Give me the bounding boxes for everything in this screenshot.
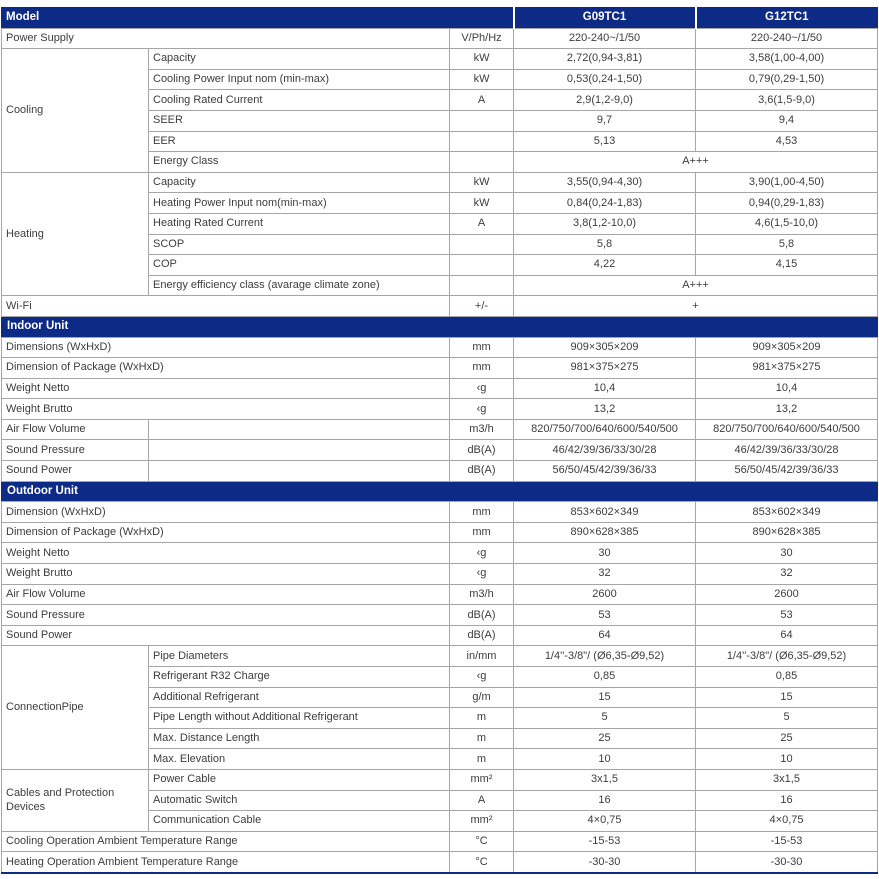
cop-value-g09tc1: 4,22	[514, 255, 696, 276]
spec-table	[1, 7, 878, 874]
indoor-sound-pressure-row	[2, 440, 878, 461]
heating-ambient-value-g12tc1: -30-30	[696, 852, 878, 873]
indoor-sound-power-label: Sound Power	[2, 461, 149, 482]
cooling-capacity-value-g12tc1: 3,58(1,00-4,00)	[696, 49, 878, 70]
indoor-sound-power-unit: dB(A)	[450, 461, 514, 482]
outdoor-sound-pressure-unit: dB(A)	[450, 605, 514, 626]
power-cable-unit: mm²	[450, 769, 514, 790]
indoor-weight-netto-row	[2, 378, 878, 399]
indoor-sound-pressure-value-g12tc1: 46/42/39/36/33/30/28	[696, 440, 878, 461]
outdoor-airflow-row	[2, 584, 878, 605]
indoor-dimensions-label: Dimensions (WxHxD)	[2, 337, 450, 358]
outdoor-sound-power-label: Sound Power	[2, 625, 450, 646]
outdoor-sound-pressure-label: Sound Pressure	[2, 605, 450, 626]
connection-pipe-group-label: ConnectionPipe	[2, 646, 149, 770]
heating-rated-current-label: Heating Rated Current	[149, 213, 450, 234]
indoor-dimensions-value-g09tc1: 909×305×209	[514, 337, 696, 358]
cooling-rated-current-unit: A	[450, 90, 514, 111]
indoor-weight-netto-value-g12tc1: 10,4	[696, 378, 878, 399]
indoor-dimensions-unit: mm	[450, 337, 514, 358]
heating-ambient-value-g09tc1: -30-30	[514, 852, 696, 873]
power-cable-value-g12tc1: 3x1,5	[696, 769, 878, 790]
max-elevation-label: Max. Elevation	[149, 749, 450, 770]
outdoor-sound-power-value-g12tc1: 64	[696, 625, 878, 646]
pipe-diameters-label: Pipe Diameters	[149, 646, 450, 667]
indoor-unit-section-label: Indoor Unit	[2, 316, 878, 337]
scop-value-g12tc1: 5,8	[696, 234, 878, 255]
additional-refrigerant-value-g09tc1: 15	[514, 687, 696, 708]
cooling-power-input-label: Cooling Power Input nom (min-max)	[149, 69, 450, 90]
heating-power-input-value-g12tc1: 0,94(0,29-1,83)	[696, 193, 878, 214]
outdoor-package-label: Dimension of Package (WxHxD)	[2, 522, 450, 543]
heating-ambient-unit: °C	[450, 852, 514, 873]
wifi-label: Wi-Fi	[2, 296, 450, 317]
outdoor-package-unit: mm	[450, 522, 514, 543]
indoor-dimensions-row	[2, 337, 878, 358]
eer-value-g09tc1: 5,13	[514, 131, 696, 152]
indoor-sound-pressure-empty-cell	[149, 440, 450, 461]
max-distance-label: Max. Distance Length	[149, 728, 450, 749]
indoor-sound-power-empty-cell	[149, 461, 450, 482]
energy-class-label: Energy Class	[149, 152, 450, 173]
outdoor-dimension-row	[2, 502, 878, 523]
indoor-package-label: Dimension of Package (WxHxD)	[2, 358, 450, 379]
indoor-dimensions-value-g12tc1: 909×305×209	[696, 337, 878, 358]
outdoor-sound-pressure-value-g09tc1: 53	[514, 605, 696, 626]
wifi-value: +	[514, 296, 878, 317]
cooling-group-label: Cooling	[2, 49, 149, 173]
indoor-package-value-g12tc1: 981×375×275	[696, 358, 878, 379]
outdoor-weight-netto-unit: ‹g	[450, 543, 514, 564]
outdoor-dimension-value-g09tc1: 853×602×349	[514, 502, 696, 523]
cooling-rated-current-value-g12tc1: 3,6(1,5-9,0)	[696, 90, 878, 111]
outdoor-weight-brutto-value-g09tc1: 32	[514, 564, 696, 585]
energy-efficiency-class-value: A+++	[514, 275, 878, 296]
model-g09tc1-header: G09TC1	[514, 8, 696, 29]
outdoor-weight-brutto-row	[2, 564, 878, 585]
communication-cable-value-g12tc1: 4×0,75	[696, 811, 878, 832]
outdoor-dimension-unit: mm	[450, 502, 514, 523]
eer-label: EER	[149, 131, 450, 152]
header-row	[2, 8, 878, 29]
power-cable-value-g09tc1: 3x1,5	[514, 769, 696, 790]
max-elevation-unit: m	[450, 749, 514, 770]
heating-power-input-value-g09tc1: 0,84(0,24-1,83)	[514, 193, 696, 214]
refrigerant-charge-label: Refrigerant R32 Charge	[149, 667, 450, 688]
energy-class-unit	[450, 152, 514, 173]
automatic-switch-label: Automatic Switch	[149, 790, 450, 811]
cop-value-g12tc1: 4,15	[696, 255, 878, 276]
power-cable-label: Power Cable	[149, 769, 450, 790]
seer-value-g09tc1: 9,7	[514, 110, 696, 131]
heating-group-label: Heating	[2, 172, 149, 296]
indoor-sound-power-value-g12tc1: 56/50/45/42/39/36/33	[696, 461, 878, 482]
model-header-label: Model	[2, 8, 514, 29]
indoor-package-row	[2, 358, 878, 379]
heating-rated-current-value-g12tc1: 4,6(1,5-10,0)	[696, 213, 878, 234]
outdoor-airflow-value-g12tc1: 2600	[696, 584, 878, 605]
outdoor-dimension-label: Dimension (WxHxD)	[2, 502, 450, 523]
max-distance-value-g12tc1: 25	[696, 728, 878, 749]
outdoor-dimension-value-g12tc1: 853×602×349	[696, 502, 878, 523]
outdoor-airflow-unit: m3/h	[450, 584, 514, 605]
outdoor-weight-brutto-unit: ‹g	[450, 564, 514, 585]
power-cable-row	[2, 769, 878, 790]
heating-capacity-value-g12tc1: 3,90(1,00-4,50)	[696, 172, 878, 193]
outdoor-weight-netto-value-g09tc1: 30	[514, 543, 696, 564]
indoor-airflow-value-g12tc1: 820/750/700/640/600/540/500	[696, 419, 878, 440]
max-elevation-value-g09tc1: 10	[514, 749, 696, 770]
automatic-switch-value-g09tc1: 16	[514, 790, 696, 811]
outdoor-unit-section-row	[2, 481, 878, 502]
indoor-airflow-empty-cell	[149, 419, 450, 440]
outdoor-unit-section-label: Outdoor Unit	[2, 481, 878, 502]
outdoor-sound-power-unit: dB(A)	[450, 625, 514, 646]
indoor-weight-brutto-unit: ‹g	[450, 399, 514, 420]
communication-cable-value-g09tc1: 4×0,75	[514, 811, 696, 832]
model-g12tc1-header: G12TC1	[696, 8, 878, 29]
indoor-weight-brutto-value-g09tc1: 13,2	[514, 399, 696, 420]
outdoor-weight-netto-row	[2, 543, 878, 564]
cooling-ambient-label: Cooling Operation Ambient Temperature Range	[2, 831, 450, 852]
indoor-sound-power-row	[2, 461, 878, 482]
cop-unit	[450, 255, 514, 276]
pipe-diameters-row	[2, 646, 878, 667]
outdoor-weight-netto-value-g12tc1: 30	[696, 543, 878, 564]
heating-ambient-label: Heating Operation Ambient Temperature Range	[2, 852, 450, 873]
indoor-weight-brutto-row	[2, 399, 878, 420]
heating-capacity-row	[2, 172, 878, 193]
pipe-diameters-value-g12tc1: 1/4''-3/8"/ (Ø6,35-Ø9,52)	[696, 646, 878, 667]
pipe-diameters-value-g09tc1: 1/4''-3/8"/ (Ø6,35-Ø9,52)	[514, 646, 696, 667]
cooling-power-input-value-g12tc1: 0,79(0,29-1,50)	[696, 69, 878, 90]
indoor-weight-netto-value-g09tc1: 10,4	[514, 378, 696, 399]
refrigerant-charge-unit: ‹g	[450, 667, 514, 688]
indoor-package-unit: mm	[450, 358, 514, 379]
pipe-diameters-unit: in/mm	[450, 646, 514, 667]
power-supply-row	[2, 28, 878, 49]
outdoor-weight-netto-label: Weight Netto	[2, 543, 450, 564]
indoor-airflow-label: Air Flow Volume	[2, 419, 149, 440]
cooling-ambient-value-g12tc1: -15-53	[696, 831, 878, 852]
indoor-package-value-g09tc1: 981×375×275	[514, 358, 696, 379]
outdoor-sound-pressure-row	[2, 605, 878, 626]
outdoor-weight-brutto-label: Weight Brutto	[2, 564, 450, 585]
energy-efficiency-class-unit	[450, 275, 514, 296]
outdoor-airflow-value-g09tc1: 2600	[514, 584, 696, 605]
cooling-power-input-unit: kW	[450, 69, 514, 90]
cooling-rated-current-label: Cooling Rated Current	[149, 90, 450, 111]
indoor-sound-pressure-unit: dB(A)	[450, 440, 514, 461]
eer-value-g12tc1: 4,53	[696, 131, 878, 152]
seer-label: SEER	[149, 110, 450, 131]
heating-power-input-unit: kW	[450, 193, 514, 214]
max-distance-value-g09tc1: 25	[514, 728, 696, 749]
indoor-weight-netto-unit: ‹g	[450, 378, 514, 399]
indoor-weight-netto-label: Weight Netto	[2, 378, 450, 399]
pipe-length-label: Pipe Length without Additional Refrigerant	[149, 708, 450, 729]
outdoor-sound-power-value-g09tc1: 64	[514, 625, 696, 646]
communication-cable-unit: mm²	[450, 811, 514, 832]
seer-unit	[450, 110, 514, 131]
scop-unit	[450, 234, 514, 255]
pipe-length-value-g09tc1: 5	[514, 708, 696, 729]
outdoor-package-row	[2, 522, 878, 543]
outdoor-sound-power-row	[2, 625, 878, 646]
communication-cable-label: Communication Cable	[149, 811, 450, 832]
refrigerant-charge-value-g12tc1: 0,85	[696, 667, 878, 688]
indoor-airflow-unit: m3/h	[450, 419, 514, 440]
cop-label: COP	[149, 255, 450, 276]
cooling-capacity-label: Capacity	[149, 49, 450, 70]
energy-efficiency-class-label: Energy efficiency class (avarage climate zone)	[149, 275, 450, 296]
automatic-switch-unit: A	[450, 790, 514, 811]
scop-value-g09tc1: 5,8	[514, 234, 696, 255]
refrigerant-charge-value-g09tc1: 0,85	[514, 667, 696, 688]
outdoor-package-value-g09tc1: 890×628×385	[514, 522, 696, 543]
cooling-ambient-row	[2, 831, 878, 852]
outdoor-airflow-label: Air Flow Volume	[2, 584, 450, 605]
indoor-sound-pressure-label: Sound Pressure	[2, 440, 149, 461]
heating-capacity-label: Capacity	[149, 172, 450, 193]
power-supply-value-g09tc1: 220-240~/1/50	[514, 28, 696, 49]
cooling-rated-current-value-g09tc1: 2,9(1,2-9,0)	[514, 90, 696, 111]
power-supply-unit: V/Ph/Hz	[450, 28, 514, 49]
indoor-weight-brutto-label: Weight Brutto	[2, 399, 450, 420]
scop-label: SCOP	[149, 234, 450, 255]
cables-group-label: Cables and Protection Devices	[2, 769, 149, 831]
energy-class-value: A+++	[514, 152, 878, 173]
indoor-airflow-value-g09tc1: 820/750/700/640/600/540/500	[514, 419, 696, 440]
cooling-ambient-unit: °C	[450, 831, 514, 852]
cooling-capacity-row	[2, 49, 878, 70]
cooling-ambient-value-g09tc1: -15-53	[514, 831, 696, 852]
pipe-length-value-g12tc1: 5	[696, 708, 878, 729]
outdoor-sound-pressure-value-g12tc1: 53	[696, 605, 878, 626]
cooling-capacity-value-g09tc1: 2,72(0,94-3,81)	[514, 49, 696, 70]
power-supply-label: Power Supply	[2, 28, 450, 49]
indoor-airflow-row	[2, 419, 878, 440]
cooling-power-input-value-g09tc1: 0,53(0,24-1,50)	[514, 69, 696, 90]
heating-rated-current-value-g09tc1: 3,8(1,2-10,0)	[514, 213, 696, 234]
max-distance-unit: m	[450, 728, 514, 749]
eer-unit	[450, 131, 514, 152]
additional-refrigerant-label: Additional Refrigerant	[149, 687, 450, 708]
heating-power-input-label: Heating Power Input nom(min-max)	[149, 193, 450, 214]
indoor-unit-section-row	[2, 316, 878, 337]
pipe-length-unit: m	[450, 708, 514, 729]
additional-refrigerant-value-g12tc1: 15	[696, 687, 878, 708]
heating-capacity-unit: kW	[450, 172, 514, 193]
heating-rated-current-unit: A	[450, 213, 514, 234]
heating-capacity-value-g09tc1: 3,55(0,94-4,30)	[514, 172, 696, 193]
outdoor-package-value-g12tc1: 890×628×385	[696, 522, 878, 543]
indoor-sound-power-value-g09tc1: 56/50/45/42/39/36/33	[514, 461, 696, 482]
wifi-unit: +/-	[450, 296, 514, 317]
seer-value-g12tc1: 9,4	[696, 110, 878, 131]
additional-refrigerant-unit: g/m	[450, 687, 514, 708]
heating-ambient-row	[2, 852, 878, 873]
power-supply-value-g12tc1: 220-240~/1/50	[696, 28, 878, 49]
indoor-sound-pressure-value-g09tc1: 46/42/39/36/33/30/28	[514, 440, 696, 461]
indoor-weight-brutto-value-g12tc1: 13,2	[696, 399, 878, 420]
outdoor-weight-brutto-value-g12tc1: 32	[696, 564, 878, 585]
cooling-capacity-unit: kW	[450, 49, 514, 70]
wifi-row	[2, 296, 878, 317]
automatic-switch-value-g12tc1: 16	[696, 790, 878, 811]
max-elevation-value-g12tc1: 10	[696, 749, 878, 770]
